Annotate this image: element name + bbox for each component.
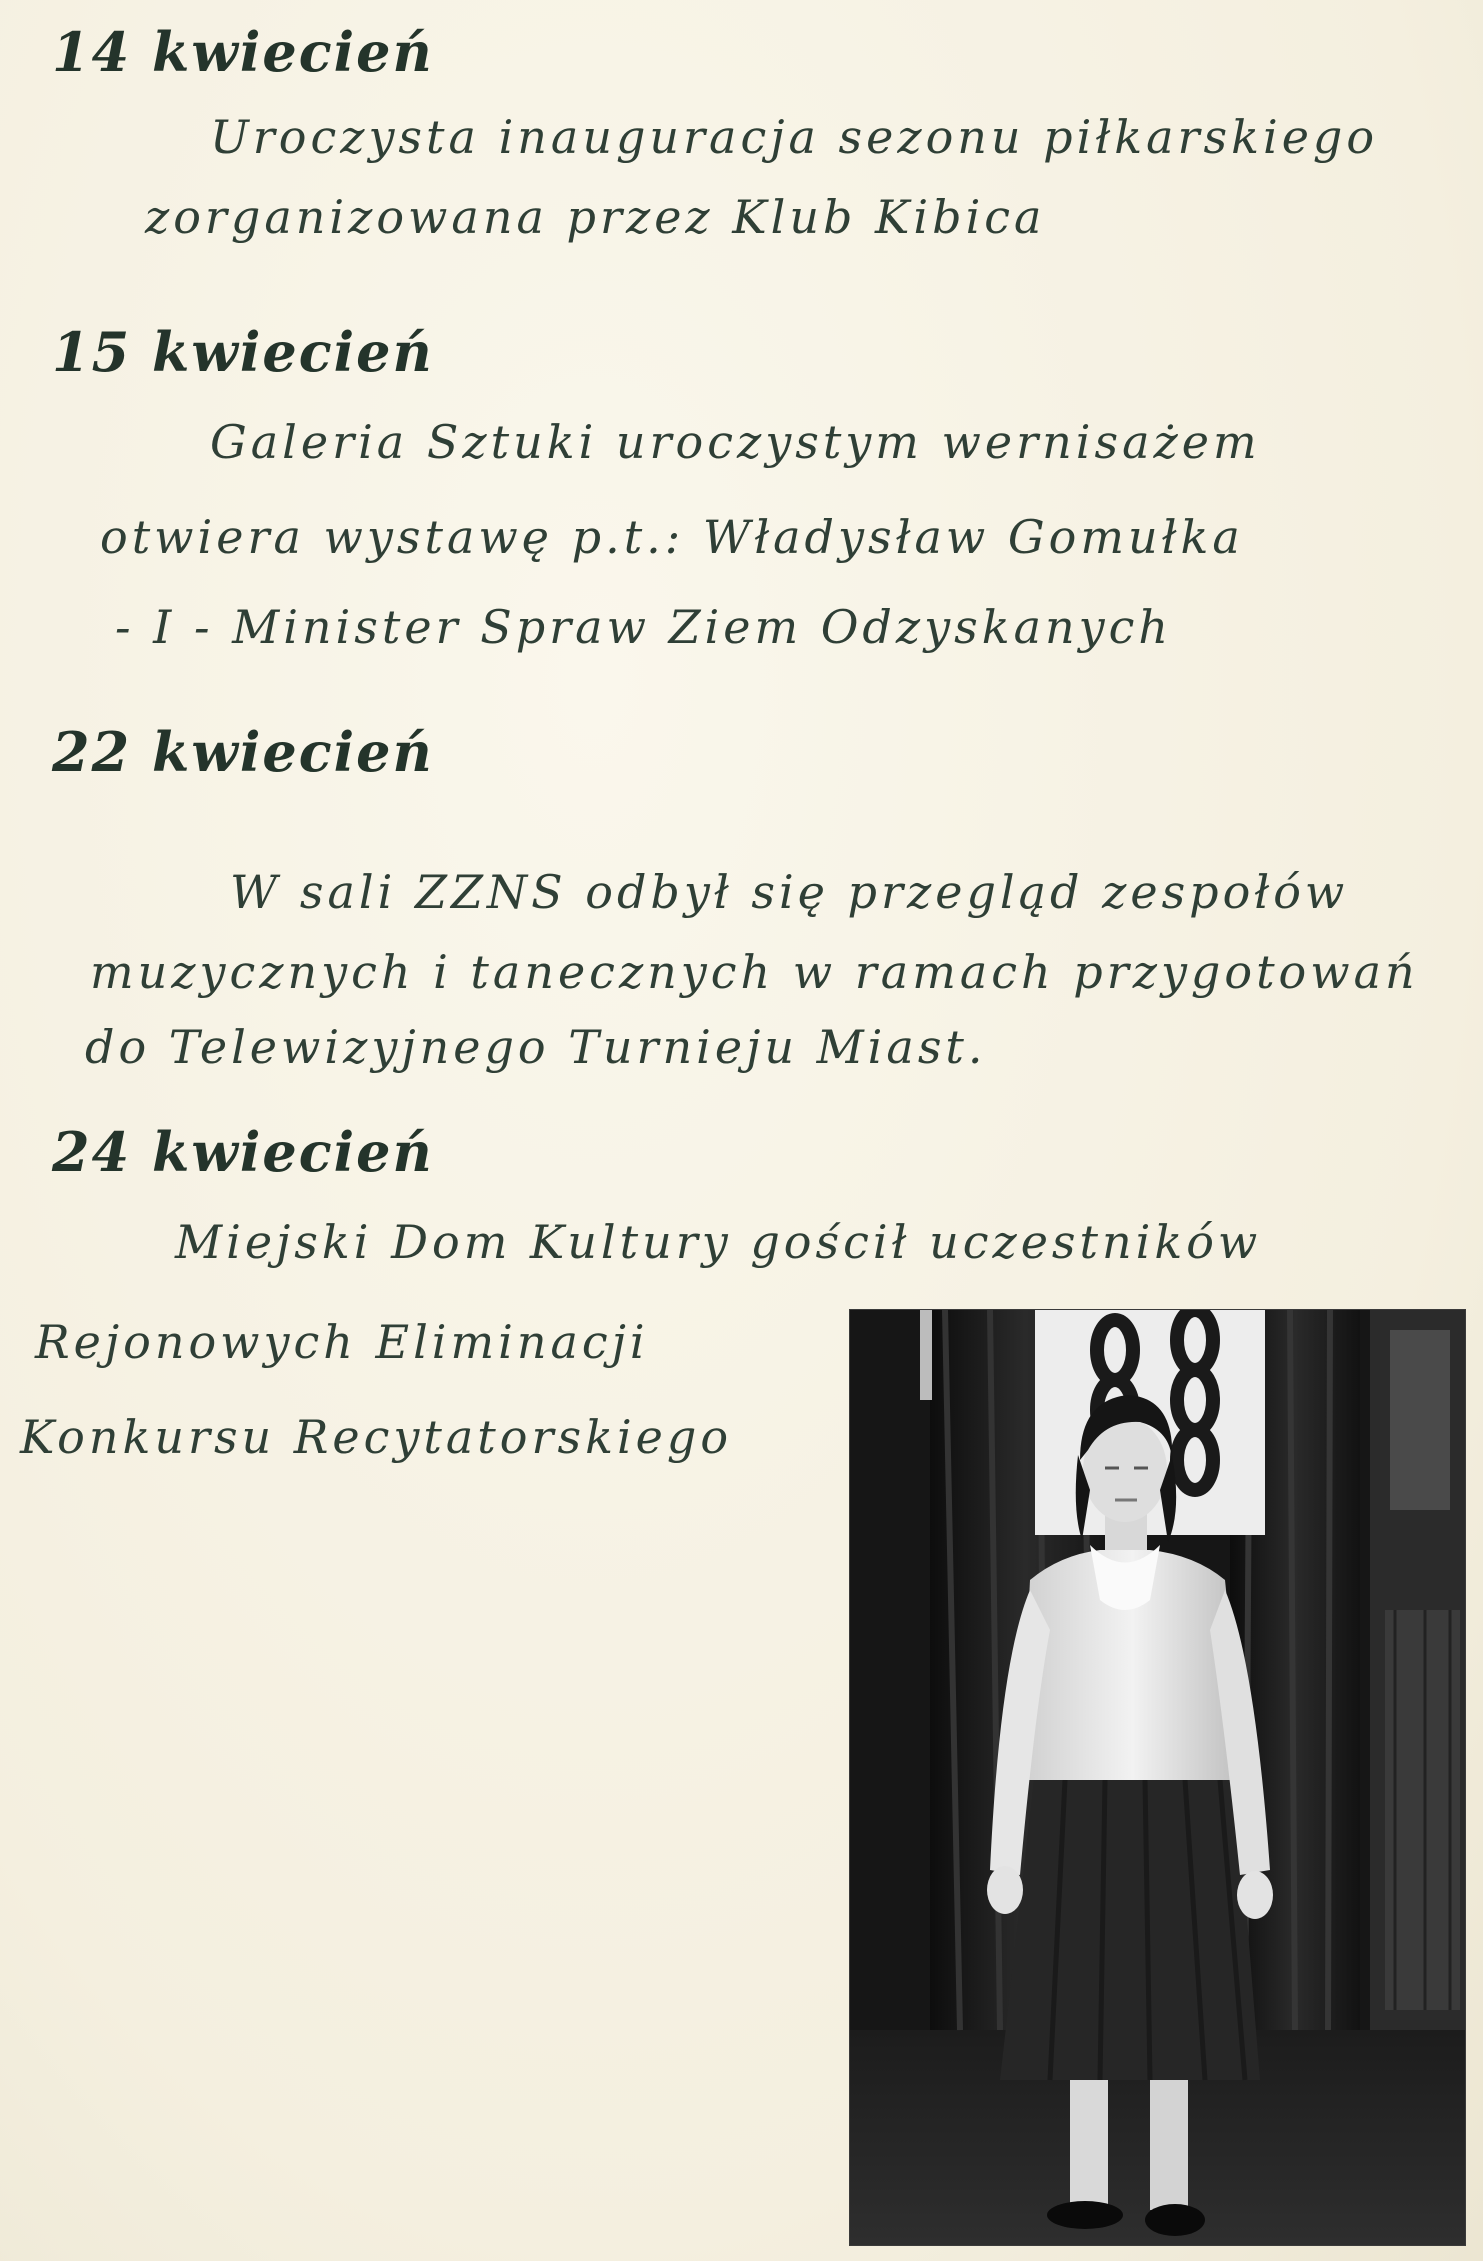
entry-text-line: zorganizowana przez Klub Kibica <box>145 190 1046 244</box>
entry-text-line: W sali ZZNS odbył się przegląd zespołów <box>230 865 1349 919</box>
entry-text-line: Rejonowych Eliminacji <box>35 1315 649 1369</box>
entry-text-line: otwiera wystawę p.t.: Władysław Gomułka <box>100 510 1244 564</box>
entry-text-line: Galeria Sztuki uroczystym wernisażem <box>210 415 1261 469</box>
girl-reciting-on-stage-photo <box>850 1310 1465 2245</box>
entry-text-line: muzycznych i tanecznych w ramach przygotowań <box>90 945 1419 999</box>
entry-date: 15 kwiecień <box>52 320 434 384</box>
entry-text-line: do Telewizyjnego Turnieju Miast. <box>85 1020 987 1074</box>
entry-text-line: - I - Minister Spraw Ziem Odzyskanych <box>115 600 1172 654</box>
entry-text-line: Uroczysta inauguracja sezonu piłkarskiego <box>210 110 1379 164</box>
entry-date: 24 kwiecień <box>52 1120 434 1184</box>
entry-date: 22 kwiecień <box>52 720 434 784</box>
entry-text-line: Konkursu Recytatorskiego <box>20 1410 733 1464</box>
entry-text-line: Miejski Dom Kultury gościł uczestników <box>175 1215 1262 1269</box>
entry-date: 14 kwiecień <box>52 20 434 84</box>
